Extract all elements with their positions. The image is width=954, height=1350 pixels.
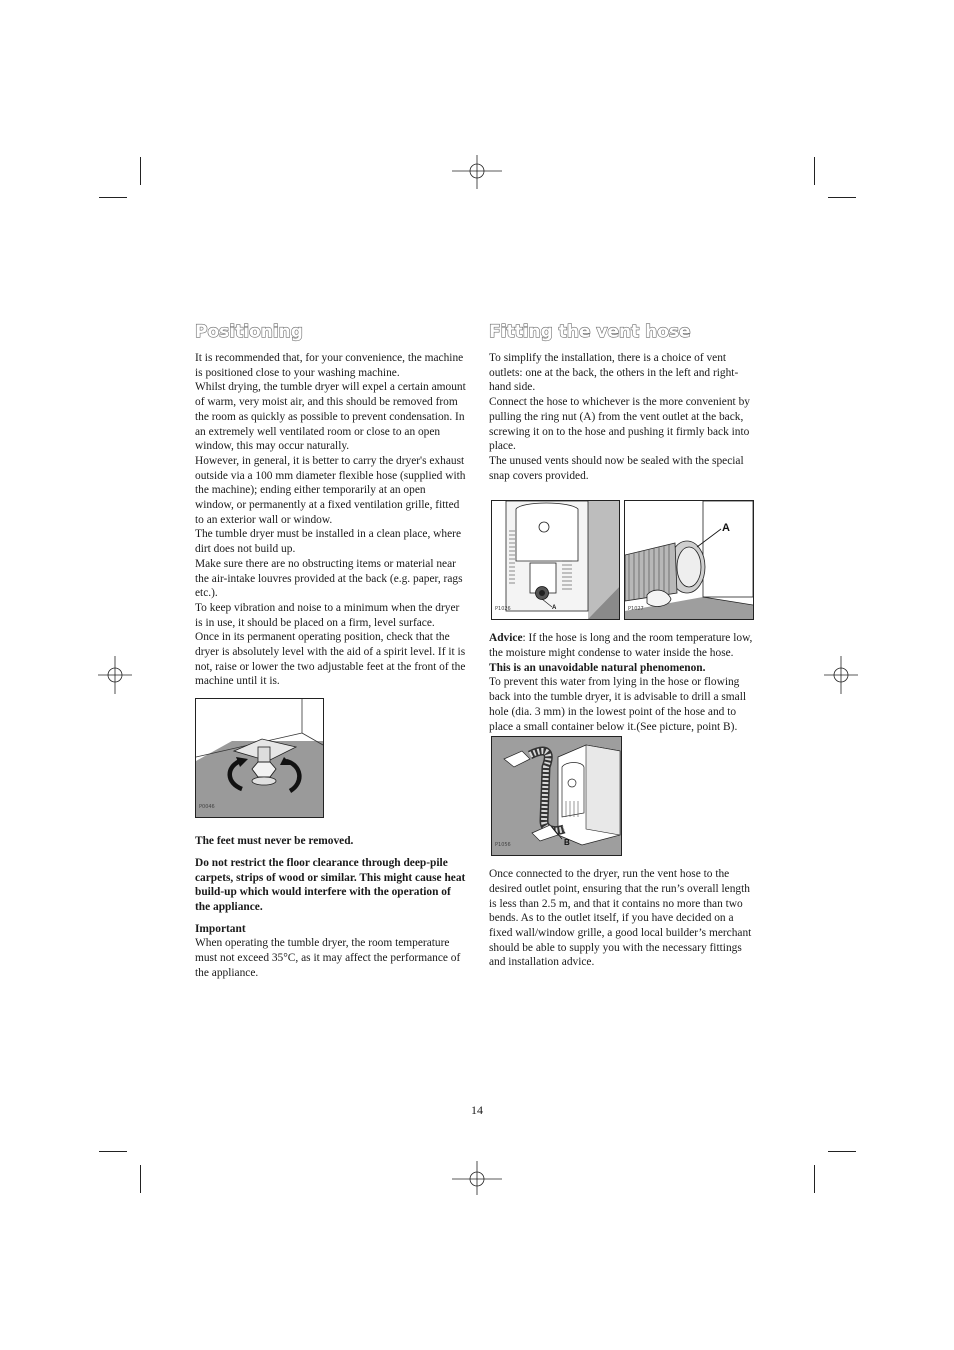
advice-text-continued: To prevent this water from lying in the hose or flowing back into the tumble dryer, it is advisable to drill a small hole (dia. 3 mm) in the lowest point of the hose and to place a small container below it.(See picture, point B). <box>489 676 747 733</box>
hose-ring-nut-icon <box>625 501 753 619</box>
advice-bold-text: This is an unavoidable natural phenomenon. <box>489 661 706 674</box>
dryer-rear-figure <box>491 500 620 620</box>
paragraph: It is recommended that, for your convenience, the machine is positioned close to your washing machine. <box>195 352 464 379</box>
drain-point-label: B <box>564 837 570 847</box>
figure-code: P1026 <box>495 605 511 612</box>
warning-floor-clearance: Do not restrict the floor clearance through deep-pile carpets, strips of wood or similar. This might cause heat build-up which would interfere with the operation of the appliance. <box>195 856 466 913</box>
adjustable-foot-figure <box>195 698 324 818</box>
crop-mark <box>814 157 815 185</box>
paragraph: However, in general, it is better to carry the dryer's exhaust outside via a 100 mm diameter flexible hose (supplied with the machine); ending either temporarily at an open window, or permanently at a fixed ventilation grille, fitted to an exterior wall or window. <box>195 454 466 526</box>
crop-mark <box>828 197 856 198</box>
positioning-section <box>195 320 467 981</box>
paragraph: To simplify the installation, there is a choice of vent outlets: one at the back, the others in the left and right-hand side. <box>489 352 739 394</box>
positioning-title: Positioning <box>195 322 303 342</box>
drain-hole-figure <box>491 736 622 856</box>
ring-nut-label: A <box>552 604 557 611</box>
paragraph: The unused vents should now be sealed with the special snap covers provided. <box>489 454 744 482</box>
hose-drain-icon <box>492 737 621 855</box>
important-heading: Important <box>195 922 246 935</box>
crop-mark <box>814 1165 815 1193</box>
ring-nut-figure <box>624 500 754 620</box>
registration-mark-icon <box>452 1156 502 1202</box>
ring-nut-label: A <box>722 522 730 535</box>
paragraph: To keep vibration and noise to a minimum when the dryer is in use, it should be placed on a firm, level surface. <box>195 601 460 629</box>
crop-mark <box>140 1165 141 1193</box>
advice-paragraph <box>489 631 757 675</box>
figure-code: P0046 <box>199 804 215 811</box>
vent-hose-title: Fitting the vent hose <box>489 322 691 342</box>
crop-mark <box>99 197 127 198</box>
registration-mark-icon <box>824 652 858 698</box>
crop-mark <box>99 1151 127 1152</box>
adjustable-foot-icon <box>196 699 323 817</box>
paragraph: The tumble dryer must be installed in a clean place, where dirt does not build up. <box>195 528 461 556</box>
vent-outlet-figures <box>489 500 757 620</box>
warning-feet: The feet must never be removed. <box>195 835 354 848</box>
paragraph: Once in its permanent operating position, check that the dryer is absolutely level with the aid of a spirit level. If it is not, raise or lower the two adjustable feet at the front of the machine until it is. <box>195 631 466 688</box>
registration-mark-icon <box>98 652 132 698</box>
crop-mark <box>140 157 141 185</box>
figure-code: P1056 <box>495 841 511 848</box>
paragraph: Connect the hose to whichever is the more convenient by pulling the ring nut (A) from the vent outlet at the back, screwing it on to the hose and pushing it firmly back into place. <box>489 396 750 453</box>
paragraph: Whilst drying, the tumble dryer will expel a certain amount of warm, very moist air, and this should be removed from the room as quickly as possible to prevent condensation. In an extremely well ventilated room or close to an open window, this may occur naturally. <box>195 381 466 453</box>
page-number: 14 <box>471 1103 483 1117</box>
advice-label: Advice <box>489 632 523 645</box>
important-text: When operating the tumble dryer, the room temperature must not exceed 35°C, as it may affect the performance of the appliance. <box>195 937 461 979</box>
vent-hose-section <box>489 320 757 970</box>
paragraph: Make sure there are no obstructing items or material near the air-intake louvres provided at the back (e.g. paper, rags etc.). <box>195 557 463 600</box>
advice-text: : If the hose is long and the room temperature low, the moisture might condense to water inside the hose. <box>489 632 753 660</box>
figure-code: P1027 <box>628 605 644 612</box>
registration-mark-icon <box>452 148 502 194</box>
crop-mark <box>828 1151 856 1152</box>
closing-paragraph: Once connected to the dryer, run the vent hose to the desired outlet point, ensuring that the run’s overall length is less than 2.5 m, and that it contains no more than two bends. As to the outlet itself, if you have decided on a fixed wall/window grille, a good local builder’s merchant should be able to supply you with the necessary fittings and installation advice. <box>489 868 752 969</box>
